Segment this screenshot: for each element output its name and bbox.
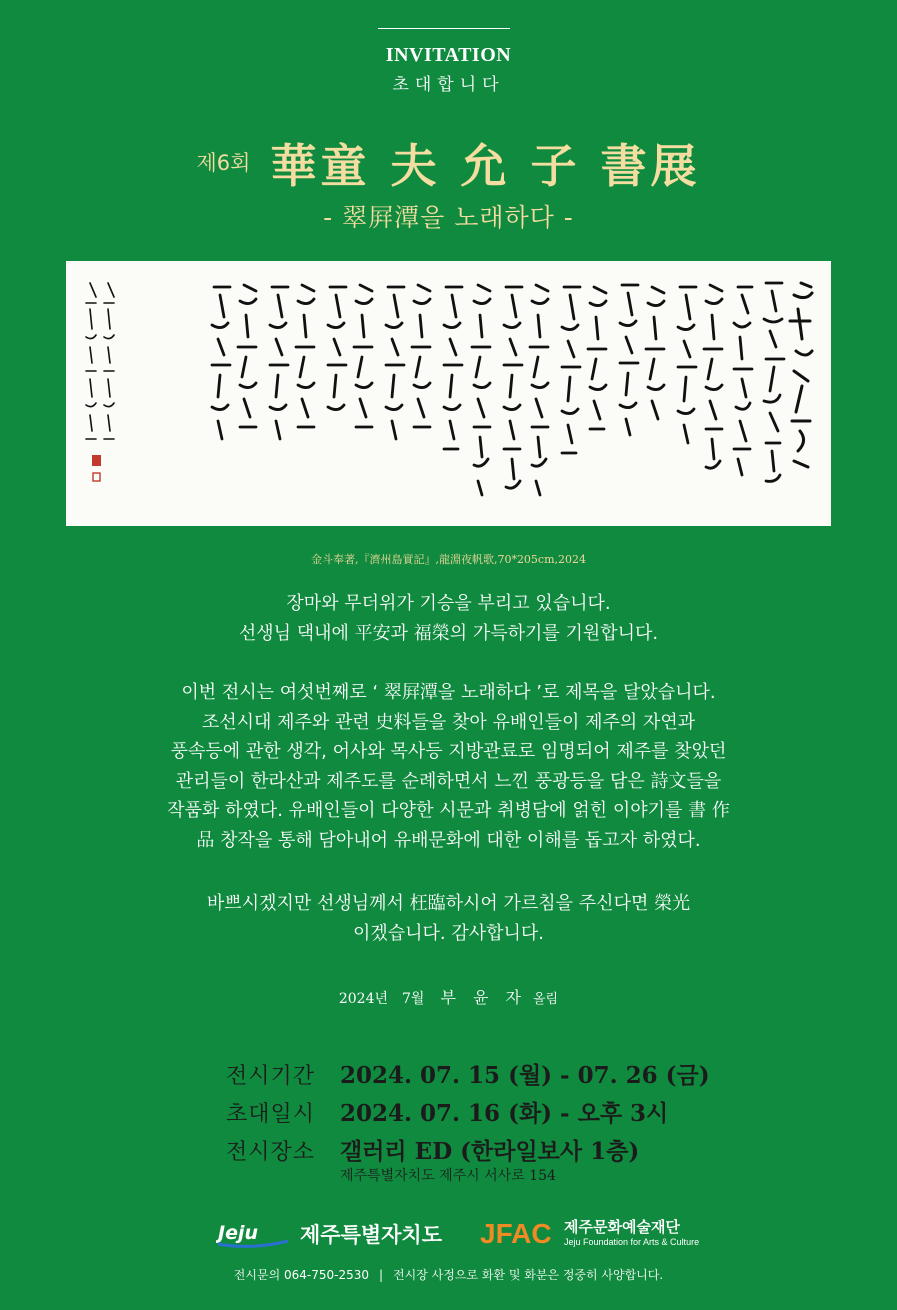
jfac-mark-text: JFAC <box>480 1218 552 1248</box>
jeju-mark-text: Jeju <box>218 1222 258 1244</box>
greeting-paragraph <box>0 589 897 648</box>
main-title: 華童 夫 允 子 書展 <box>270 139 701 193</box>
jeju-logo <box>216 1219 442 1249</box>
exhibition-description <box>0 678 897 855</box>
text-line: 관리들이 한라산과 제주도를 순례하면서 느낀 풍광등을 담은 詩文들을 <box>175 770 722 792</box>
jfac-logo-text: 제주문화예술재단 <box>564 1217 680 1236</box>
seal-icon-secondary <box>93 473 100 481</box>
period-value: 2024. 07. 15 (월) - 07. 26 (금) <box>340 1062 710 1089</box>
exhibition-info <box>226 1057 710 1185</box>
opening-value: 2024. 07. 16 (화) - 오후 3시 <box>340 1100 669 1127</box>
calligraphy-image <box>66 261 831 526</box>
seal-icon <box>92 455 101 466</box>
text-line: 조선시대 제주와 관련 史料들을 찾아 유배인들이 제주의 자연과 <box>201 711 696 733</box>
footer-contact: 전시문의 064-750-2530 <box>233 1268 369 1282</box>
signoff-name: 부 윤 자 <box>440 988 527 1007</box>
info-period <box>226 1057 710 1095</box>
top-rule <box>378 28 510 29</box>
period-label: 전시기간 <box>226 1064 316 1089</box>
footer <box>0 1266 897 1283</box>
jfac-mark-icon <box>480 1218 560 1248</box>
text-line: 풍속등에 관한 생각, 어사와 목사등 지방관료로 임명되어 제주를 찾았던 <box>170 741 727 762</box>
venue-value: 갤러리 ED (한라일보사 1층) <box>340 1138 640 1165</box>
text-line: 이겠습니다. 감사합니다. <box>352 922 545 944</box>
opening-label: 초대일시 <box>226 1102 316 1127</box>
text-line: 品 창작을 통해 담아내어 유배문화에 대한 이해를 돕고자 하였다. <box>196 829 701 851</box>
invitation-heading: INVITATION <box>385 44 512 66</box>
text-line: 이번 전시는 여섯번째로 ‘ 翠屛潭을 노래하다 ’로 제목을 달았습니다. <box>181 682 716 703</box>
signoff-suffix: 올림 <box>533 992 559 1007</box>
signoff <box>0 985 897 1008</box>
artwork-caption: 金斗奉著,『濟州島實記』,龍淵夜帆歌,70*205cm,2024 <box>310 553 587 566</box>
calligraphy-artwork <box>66 261 831 526</box>
jeju-logo-text: 제주특별자치도 <box>300 1223 443 1247</box>
text-line: 선생님 댁내에 平安과 福榮의 가득하기를 기원합니다. <box>238 622 659 644</box>
info-opening <box>226 1095 710 1133</box>
footer-notice: 전시장 사정으로 화환 및 화분은 정중히 사양합니다. <box>393 1268 664 1282</box>
exhibition-title <box>0 130 897 196</box>
venue-address: 제주특별자치도 제주시 서사로 154 <box>340 1168 556 1184</box>
text-line: 장마와 무더위가 기승을 부리고 있습니다. <box>286 593 611 614</box>
venue-label: 전시장소 <box>226 1140 316 1165</box>
closing-paragraph <box>0 889 897 948</box>
invitation-subheading: 초대합니다 <box>392 75 505 95</box>
jfac-logo-text-en: Jeju Foundation for Arts & Culture <box>564 1236 700 1247</box>
footer-separator: | <box>379 1268 384 1282</box>
text-line: 작품화 하였다. 유배인들이 다양한 시문과 취병담에 얽힌 이야기를 書 作 <box>167 800 730 821</box>
signoff-month: 7월 <box>402 991 425 1007</box>
text-line: 바쁘시겠지만 선생님께서 枉臨하시어 가르침을 주신다면 榮光 <box>206 893 691 914</box>
exhibition-subtitle: - 翠屛潭을 노래하다 - <box>323 203 574 232</box>
edition-label: 제6회 <box>196 151 251 175</box>
signoff-year: 2024년 <box>338 991 389 1007</box>
jfac-logo <box>480 1218 699 1248</box>
jeju-mark-icon <box>216 1219 292 1249</box>
